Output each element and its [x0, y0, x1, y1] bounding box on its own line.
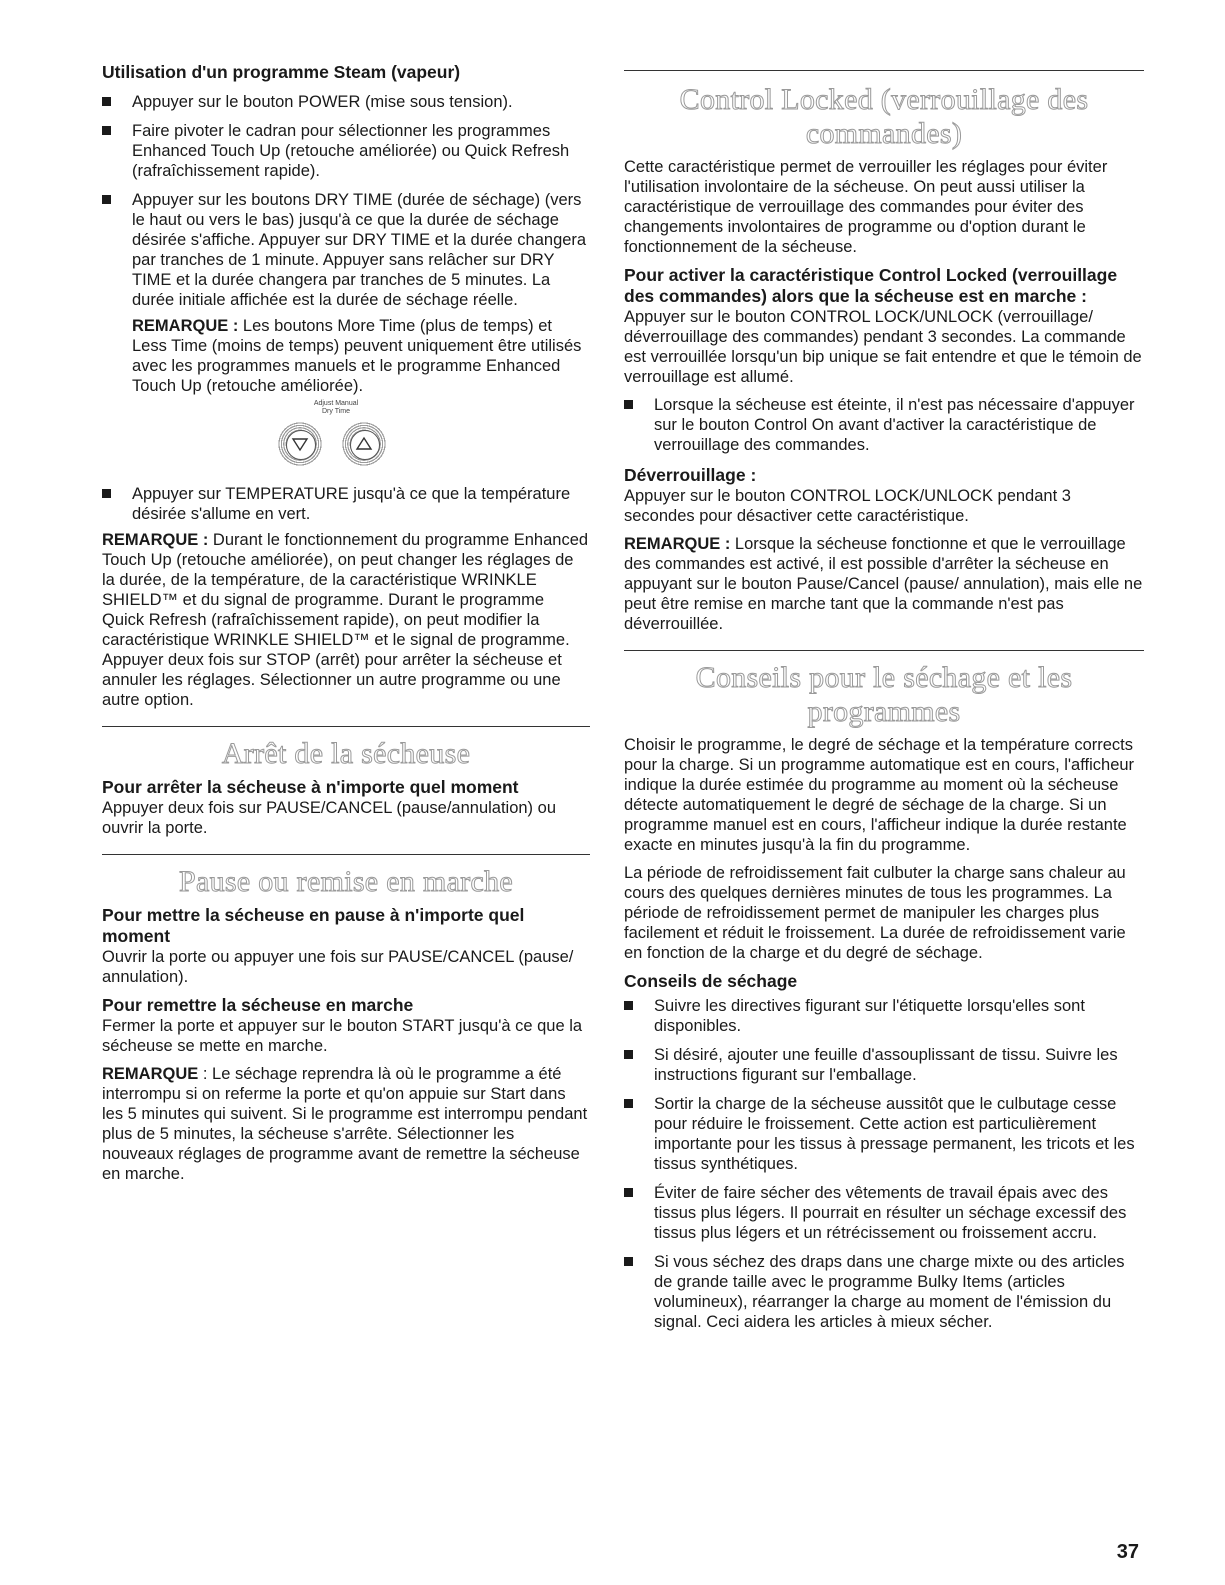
drying-tips-list — [624, 996, 1144, 1332]
stop-heading: Pour arrêter la sécheuse à n'importe quel moment — [102, 777, 519, 797]
restart-text: Fermer la porte et appuyer sur le bouton START jusqu'à ce que la sécheuse se mette en marche. — [102, 1017, 583, 1055]
bullet-square-icon — [102, 195, 111, 204]
bullet-square-icon — [102, 126, 111, 135]
bullet-square-icon — [624, 1099, 633, 1108]
steam-heading: Utilisation d'un programme Steam (vapeur) — [102, 62, 461, 82]
list-item — [624, 996, 1144, 1036]
bullet-square-icon — [624, 1257, 633, 1266]
unlock-heading: Déverrouillage : — [624, 465, 757, 485]
lock-text: Appuyer sur le bouton CONTROL LOCK/UNLOCK (verrouillage/ déverrouillage des commandes) pendant 3 secondes. La commande est verrouillée lorsqu'un bip unique se fait entendre et que le témoin de verrouillage est allumé. — [624, 308, 1142, 386]
right-column — [624, 70, 1144, 1341]
steam-step-2: Faire pivoter le cadran pour sélectionner les programmes Enhanced Touch Up (retouche améliorée) ou Quick Refresh (rafraîchissement rapide). — [132, 122, 570, 180]
list-item — [624, 1252, 1144, 1332]
drying-tip-3: Sortir la charge de la sécheuse aussitôt que le culbutage cesse pour réduire le froissement. Cette action est particulièrement importante pour les tissus à pressage permanent, les tricots et les tissus synthétiques. — [654, 1095, 1135, 1173]
note-label: REMARQUE : — [132, 317, 239, 335]
restart-heading: Pour remettre la sécheuse en marche — [102, 995, 414, 1015]
lock-notes-list — [624, 395, 1144, 455]
temperature-step-list — [102, 484, 590, 524]
unlock-text: Appuyer sur le bouton CONTROL LOCK/UNLOCK pendant 3 secondes pour désactiver cette caractéristique. — [624, 487, 1071, 525]
left-column — [102, 62, 590, 1184]
note-enhanced-touch-up — [102, 530, 590, 710]
list-item — [624, 1183, 1144, 1243]
bullet-square-icon — [624, 1001, 633, 1010]
note-text: : Le séchage reprendra là où le programme a été interrompu si on referme la porte et qu'on appuie sur Start dans les 5 minutes qui suivent. Si le programme est interrompu pendant plus de 5 minutes, la sécheuse s'arrête. Sélectionner les nouveaux réglages de programme avant de remettre la sécheuse en marche. — [102, 1065, 588, 1183]
drying-tip-4: Éviter de faire sécher des vêtements de travail épais avec des tissus plus légers. Il pourrait en résulter un séchage excessif des tissus plus légers et un rétrécissement ou froissement accru. — [654, 1184, 1127, 1242]
panel-label — [276, 400, 396, 416]
steam-steps-list — [102, 92, 590, 310]
list-item — [102, 92, 590, 112]
steam-step-3: Appuyer sur les boutons DRY TIME (durée de séchage) (vers le haut ou vers le bas) jusqu'à ce que la durée de séchage désirée s'affiche. Appuyer sur DRY TIME et la durée changera par tranches de 1 minute. Appuyer sans relâcher sur DRY TIME et la durée changera par tranches de 5 minutes. La durée initiale affichée est la durée de séchage réelle. — [132, 191, 587, 309]
note-label: REMARQUE : — [102, 531, 209, 549]
list-item — [624, 1045, 1144, 1085]
dry-time-down-button — [278, 422, 322, 466]
list-item — [102, 484, 590, 524]
arrow-up-icon — [342, 422, 386, 466]
note-text: Lorsque la sécheuse fonctionne et que le verrouillage des commandes est activé, il est possible d'arrêter la sécheuse en appuyant sur le bouton Pause/Cancel (pause/ annulation), mais elle ne peut être remise en marche tant que la commande n'est pas déverrouillée. — [624, 535, 1143, 633]
bullet-square-icon — [624, 400, 633, 409]
section-divider — [102, 726, 590, 727]
note-label: REMARQUE : — [624, 535, 731, 553]
panel-label-line-2: Dry Time — [322, 408, 350, 415]
bullet-square-icon — [102, 97, 111, 106]
stop-text: Appuyer deux fois sur PAUSE/CANCEL (pause/annulation) ou ouvrir la porte. — [102, 799, 556, 837]
lock-intro: Cette caractéristique permet de verrouiller les réglages pour éviter l'utilisation involontaire de la sécheuse. On peut aussi utiliser la caractéristique de verrouillage des commandes pour éviter des changements involontaires de programme ou d'option durant le fonctionnement de la sécheuse. — [624, 158, 1108, 256]
section-title-tips: Conseils pour le séchage et les programmes — [695, 661, 1073, 728]
section-divider — [624, 650, 1144, 651]
note-control-lock — [624, 534, 1144, 634]
bullet-square-icon — [102, 489, 111, 498]
steam-step-1: Appuyer sur le bouton POWER (mise sous tension). — [132, 93, 513, 111]
note-restart — [102, 1064, 590, 1184]
drying-tip-1: Suivre les directives figurant sur l'étiquette lorsqu'elles sont disponibles. — [654, 997, 1085, 1035]
note-more-less-time — [102, 316, 590, 396]
arrow-down-icon — [278, 422, 322, 466]
note-label: REMARQUE — [102, 1065, 199, 1083]
tips-paragraph-1: Choisir le programme, le degré de séchage et la température corrects pour la charge. Si un programme automatique est en cours, l'afficheur indique la durée estimée du programme au moment où la sécheuse détecte automatiquement le degré de séchage de la charge. Si un programme manuel est en cours, l'afficheur indique la durée restante exacte en minutes jusqu'à la fin du programme. — [624, 736, 1135, 854]
pause-text: Ouvrir la porte ou appuyer une fois sur PAUSE/CANCEL (pause/ annulation). — [102, 948, 574, 986]
bullet-square-icon — [624, 1050, 633, 1059]
list-item — [624, 395, 1144, 455]
section-divider — [102, 854, 590, 855]
lock-heading: Pour activer la caractéristique Control Locked (verrouillage des commandes) alors que la sécheuse est en marche : — [624, 265, 1118, 306]
tips-paragraph-2: La période de refroidissement fait culbuter la charge sans chaleur au cours des quelques dernières minutes de tous les programmes. La période de refroidissement permet de manipuler les charges plus facilement et réduit le froissement. La durée de refroidissement varie en fonction de la charge et du degré de séchage. — [624, 864, 1126, 962]
dry-time-buttons-figure — [102, 400, 590, 478]
bullet-square-icon — [624, 1188, 633, 1197]
dry-time-up-button — [342, 422, 386, 466]
section-title-stop: Arrêt de la sécheuse — [221, 737, 471, 770]
drying-tip-5: Si vous séchez des draps dans une charge mixte ou des articles de grande taille avec le programme Bulky Items (articles volumineux), réarranger la charge au moment de l'émission du signal. Ceci aidera les articles à mieux sécher. — [654, 1253, 1125, 1331]
panel-label-line-1: Adjust Manual — [313, 400, 359, 407]
section-title-control-locked: Control Locked (verrouillage des commandes) — [679, 83, 1089, 150]
page-number: 37 — [1116, 1541, 1139, 1563]
drying-tip-2: Si désiré, ajouter une feuille d'assouplissant de tissu. Suivre les instructions figurant sur l'emballage. — [654, 1046, 1118, 1084]
pause-heading: Pour mettre la sécheuse en pause à n'importe quel moment — [102, 905, 525, 946]
lock-bullet: Lorsque la sécheuse est éteinte, il n'est pas nécessaire d'appuyer sur le bouton Control On avant d'activer la caractéristique de verrouillage des commandes. — [654, 396, 1135, 454]
list-item — [624, 1094, 1144, 1174]
section-title-pause: Pause ou remise en marche — [178, 865, 514, 898]
list-item — [102, 190, 590, 310]
section-divider — [624, 70, 1144, 71]
note-text: Les boutons More Time (plus de temps) et Less Time (moins de temps) peuvent uniquement être utilisés avec les programmes manuels et le programme Enhanced Touch Up (retouche améliorée). — [132, 317, 582, 395]
drying-tips-heading: Conseils de séchage — [624, 971, 798, 991]
note-text: Durant le fonctionnement du programme Enhanced Touch Up (retouche améliorée), on peut changer les réglages de la durée, de la température, de la caractéristique WRINKLE SHIELD™ et du signal de programme. Durant le programme Quick Refresh (rafraîchissement rapide), on peut modifier la caractéristique WRINKLE SHIELD™ et le signal de programme. Appuyer deux fois sur STOP (arrêt) pour arrêter la sécheuse et annuler les réglages. Sélectionner un autre programme ou une autre option. — [102, 531, 589, 709]
temperature-step: Appuyer sur TEMPERATURE jusqu'à ce que la température désirée s'allume en vert. — [132, 485, 571, 523]
list-item — [102, 121, 590, 181]
